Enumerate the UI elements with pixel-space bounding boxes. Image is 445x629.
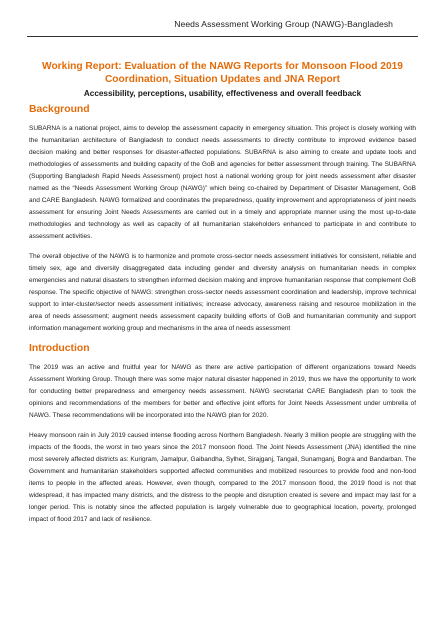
header-divider bbox=[27, 36, 418, 37]
document-subtitle: Accessibility, perceptions, usability, effectiveness and overall feedback bbox=[83, 89, 362, 98]
document-body bbox=[29, 104, 416, 534]
running-header: Needs Assessment Working Group (NAWG)-Bangladesh bbox=[174, 19, 393, 29]
section-introduction bbox=[29, 343, 416, 526]
introduction-paragraph-1: The 2019 was an active and fruitful year for NAWG as there are active participation of different organizations toward Needs Assessment Working Group. Though there was some major natural disaster happened in 2019, thus we have the opportunity to work for conducting better preparedness and emergency needs assessment. NAWG secretariat CARE Bangladesh plan to took the opinions and recommendations of the members for better and effective joint efforts for Joint Needs Assessment under umbrella of NAWG. These recommendations will be incorporated into the NAWG plan for 2020. bbox=[29, 364, 416, 419]
document-title: Working Report: Evaluation of the NAWG Reports for Monsoon Flood 2019 Coordination, Situation Updates and JNA Report bbox=[42, 61, 403, 86]
background-paragraph-1: SUBARNA is a national project, aims to develop the assessment capacity in emergency situation. This project is closely working with the humanitarian architecture of Bangladesh to conduct needs assessments to directly contribute to improved evidence based decision making and better responses for disaster-affected populations. SUBARNA is also aiming to create and update tools and methodologies of assessments and building capacity of the GoB and agencies for better assessment through training. The SUBARNA (Supporting Bangladesh Rapid Needs Assessment) project host a national working group for joint needs assessment after disaster named as the “Needs Assessment Working Group (NAWG)” which being co-chaired by Department of Disaster Management, GoB and CARE Bangladesh. NAWG formalized and coordinates the preparedness, quality improvement and appropriateness of joint needs assessment for ensuring Joint Needs Assessments are carried out in a timely and appropriate manner using the most up-to-date methodologies and technology as well as capacity of all humanitarian stakeholders enhanced to participate in and contribute to assessment activities. bbox=[29, 125, 416, 240]
section-background bbox=[29, 104, 416, 335]
section-heading-introduction: Introduction bbox=[29, 343, 90, 354]
background-paragraph-2: The overall objective of the NAWG is to harmonize and promote cross-sector needs assessment initiatives for consistent, reliable and timely sex, age and diversity disaggregated data including gender and diversity analysis on humanitarian needs in complex emergencies and natural disasters to strengthen informed decision making and improve humanitarian response that complement GoB response. The specific objective of NAWG: strengthen cross-sector needs assessment coordination and leadership, improve technical support to inter-cluster/sector needs assessment initiatives; increase advocacy, awareness raising and resource mobilization in the area of needs assessment; augment needs assessment capacity building efforts of GoB and humanitarian community and support information management working group and mechanisms in the area of needs assessment bbox=[29, 253, 416, 332]
introduction-paragraph-2: Heavy monsoon rain in July 2019 caused intense flooding across Northern Bangladesh. Nearly 3 million people are struggling with the impacts of the floods, the worst in two years since the 2017 monsoon flood. The Joint Needs Assessment (JNA) identified the nine most severely affected districts as: Kurigram, Jamalpur, Gaibandha, Sylhet, Sirajganj, Tangail, Sunamganj, Bogra and Bandarban. The Government and humanitarian stakeholders supported affected communities and mobilized resources to provide food and non-food items to people in the affected areas. However, even though, compared to the 2017 monsoon flood, the 2019 flood is not that widespread, it has impacted many districts, and the distress to the people and disruption created is severe and impact may last for a longer period. This is notably since the affected population is largely vulnerable due to geographical location, poverty, prolonged impact of flood 2017 and lack of resilience. bbox=[29, 432, 416, 523]
section-heading-background: Background bbox=[29, 104, 90, 115]
